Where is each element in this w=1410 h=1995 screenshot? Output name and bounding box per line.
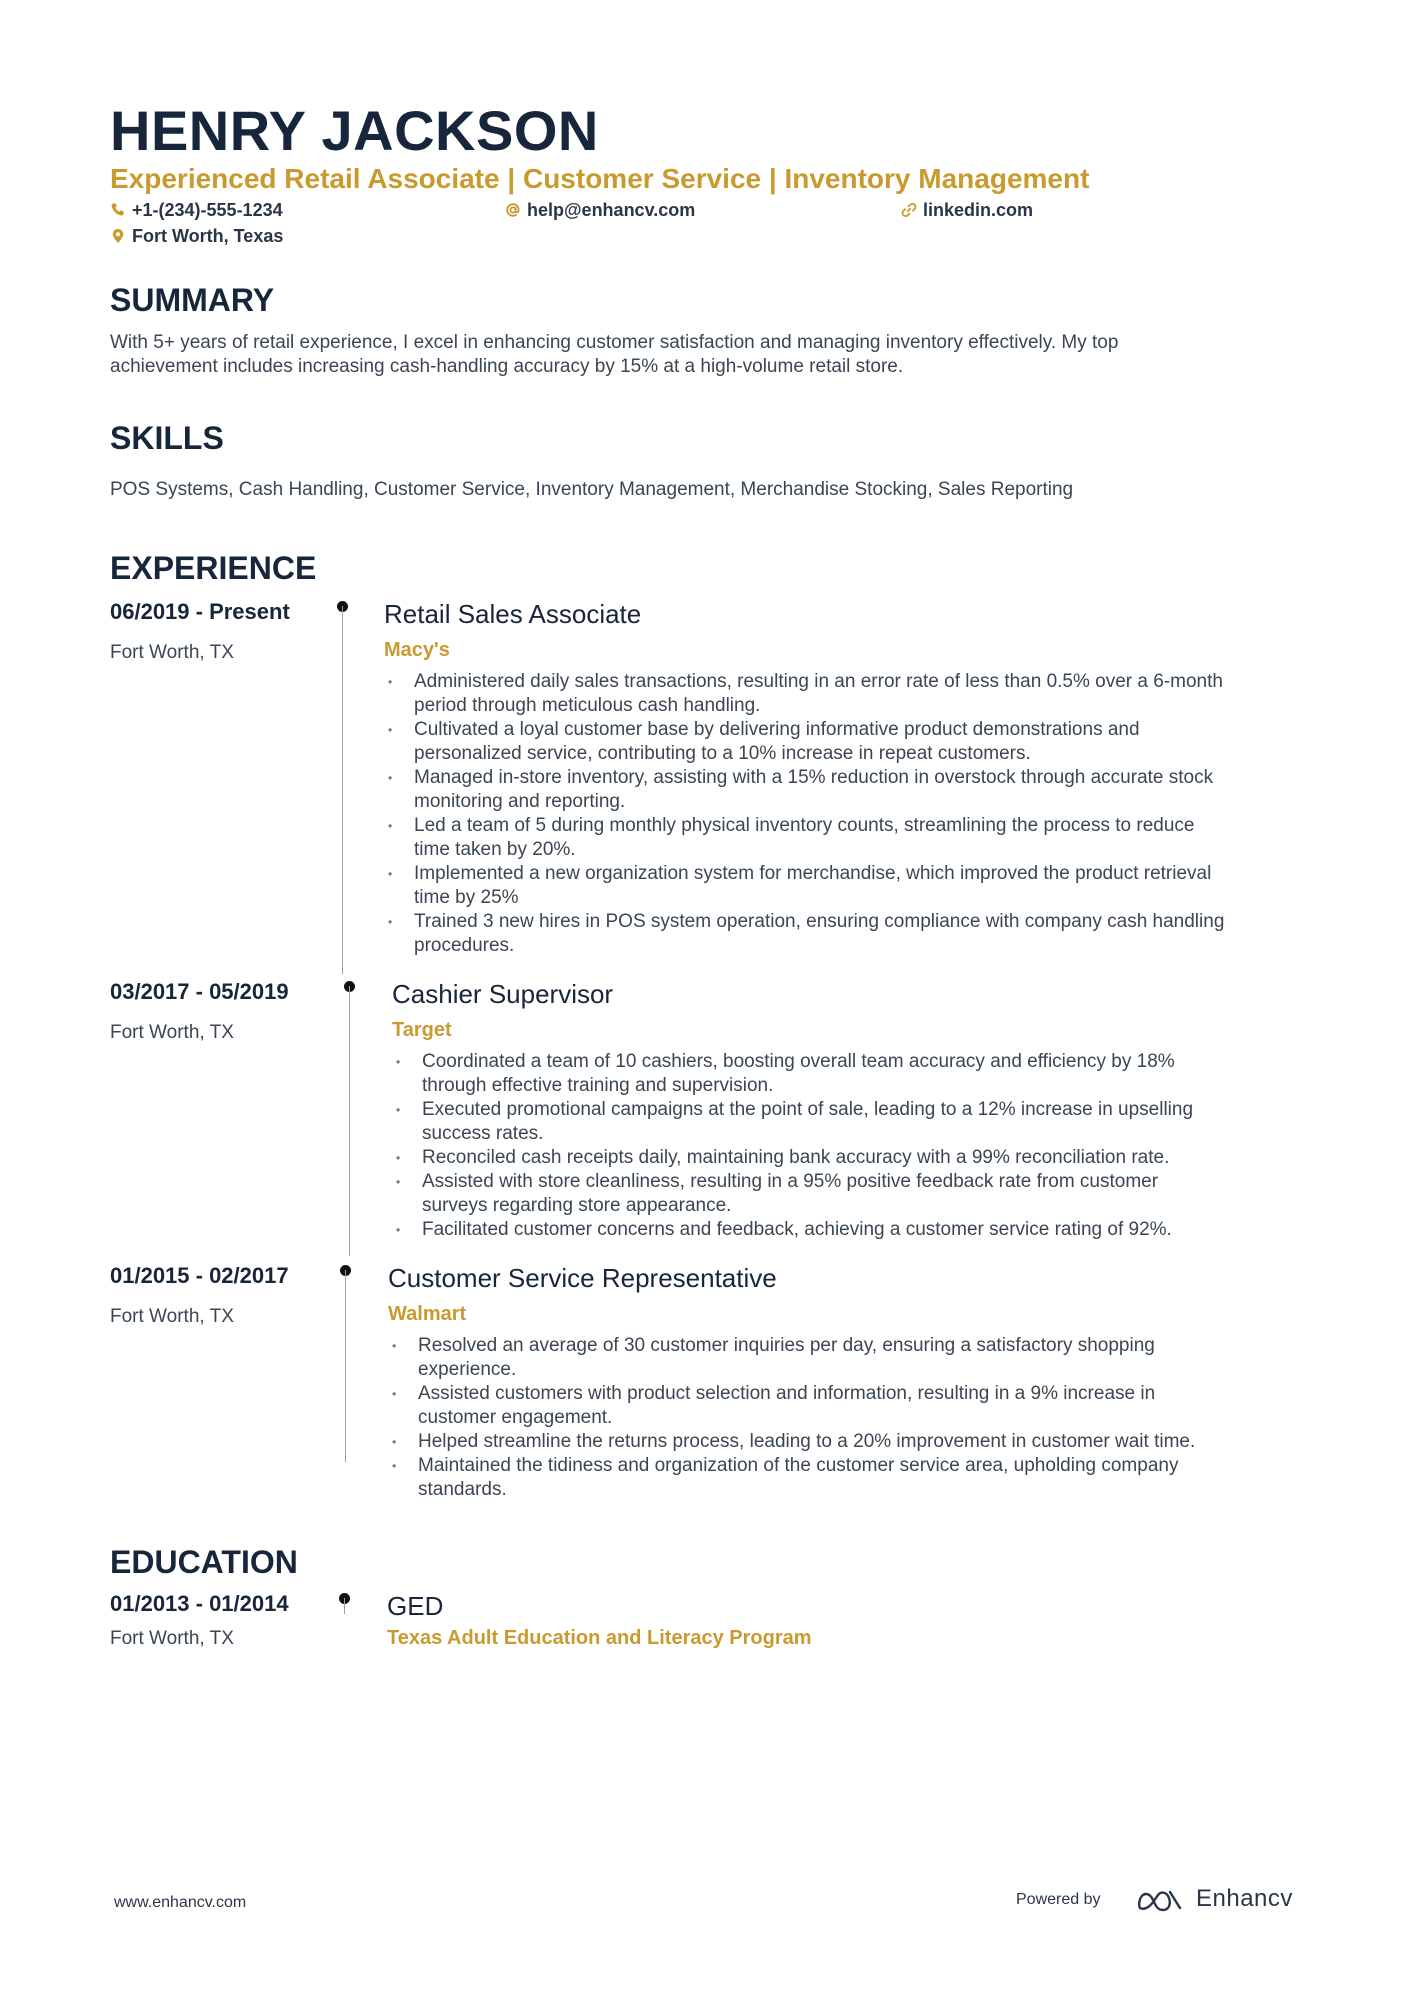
- link-icon: [901, 202, 917, 218]
- job-dates: 06/2019 - Present: [110, 599, 290, 624]
- skills-text: POS Systems, Cash Handling, Customer Service, Inventory Management, Merchandise Stocking, Sales Reporting: [110, 479, 1074, 500]
- linkedin-text: linkedin.com: [923, 200, 1034, 220]
- job-bullet: • Trained 3 new hires in POS system operation, ensuring compliance with company cash handling procedures.: [384, 910, 1314, 958]
- job-role: Retail Sales Associate: [384, 599, 642, 629]
- job-location: Fort Worth, TX: [110, 1022, 234, 1043]
- education-school: Texas Adult Education and Literacy Program: [387, 1627, 812, 1649]
- at-icon: [505, 202, 521, 218]
- job-bullet: • Administered daily sales transactions, resulting in an error rate of less than 0.5% over a 6-month period through meticulous cash handling.: [384, 670, 1314, 718]
- email-text: help@enhancv.com: [527, 200, 696, 220]
- timeline-line: [345, 1270, 346, 1462]
- job-company: Target: [392, 1019, 452, 1041]
- job-bullet: • Coordinated a team of 10 cashiers, boosting overall team accuracy and efficiency by 18% through effective training and supervision.: [392, 1050, 1312, 1098]
- job-bullet: • Reconciled cash receipts daily, maintaining bank accuracy with a 99% reconciliation rate.: [392, 1146, 1312, 1170]
- candidate-headline: Experienced Retail Associate | Customer Service | Inventory Management: [110, 163, 1090, 194]
- contact-location: [110, 224, 283, 248]
- job-bullet: • Assisted customers with product selection and information, resulting in a 9% increase in customer engagement.: [388, 1382, 1312, 1430]
- summary-line: achievement includes increasing cash-handling accuracy by 15% at a high-volume retail store.: [110, 356, 904, 377]
- footer-brand: Enhancv: [1196, 1885, 1293, 1912]
- contact-linkedin: [901, 198, 1033, 222]
- job-bullet: • Assisted with store cleanliness, resulting in a 95% positive feedback rate from customer surveys regarding store appearance.: [392, 1170, 1312, 1218]
- location-pin-icon: [110, 228, 126, 244]
- summary-title: SUMMARY: [110, 282, 275, 318]
- job-bullets: [388, 1334, 1312, 1502]
- job-role: Customer Service Representative: [388, 1263, 777, 1293]
- job-bullet: • Resolved an average of 30 customer inquiries per day, ensuring a satisfactory shopping experience.: [388, 1334, 1312, 1382]
- summary-line: With 5+ years of retail experience, I excel in enhancing customer satisfaction and managing inventory effectively. My top: [110, 332, 1119, 353]
- phone-icon: [110, 202, 126, 218]
- job-bullet: • Implemented a new organization system for merchandise, which improved the product retrieval time by 25%: [384, 862, 1314, 910]
- job-bullet: • Maintained the tidiness and organization of the customer service area, upholding company standards.: [388, 1454, 1312, 1502]
- timeline-line: [342, 606, 343, 974]
- job-dates: 03/2017 - 05/2019: [110, 979, 289, 1004]
- education-degree: GED: [387, 1591, 444, 1621]
- contact-phone: [110, 198, 283, 222]
- education-location: Fort Worth, TX: [110, 1628, 234, 1649]
- timeline-line: [349, 986, 350, 1256]
- job-location: Fort Worth, TX: [110, 642, 234, 663]
- footer-website[interactable]: www.enhancv.com: [114, 1894, 247, 1911]
- education-title: EDUCATION: [110, 1544, 298, 1580]
- job-company: Macy's: [384, 639, 450, 661]
- job-role: Cashier Supervisor: [392, 979, 614, 1009]
- job-bullet: • Executed promotional campaigns at the point of sale, leading to a 12% increase in upselling success rates.: [392, 1098, 1312, 1146]
- job-bullet: • Managed in-store inventory, assisting with a 15% reduction in overstock through accurate stock monitoring and reporting.: [384, 766, 1314, 814]
- skills-title: SKILLS: [110, 420, 224, 456]
- phone-text: +1-(234)-555-1234: [132, 200, 283, 220]
- job-dates: 01/2015 - 02/2017: [110, 1263, 289, 1288]
- footer-powered-by: Powered by: [1016, 1891, 1101, 1908]
- location-text: Fort Worth, Texas: [132, 226, 284, 246]
- job-bullets: [392, 1050, 1312, 1242]
- contact-email: [505, 198, 695, 222]
- education-dates: 01/2013 - 01/2014: [110, 1591, 289, 1616]
- timeline-line: [344, 1598, 345, 1614]
- job-location: Fort Worth, TX: [110, 1306, 234, 1327]
- job-bullet: • Cultivated a loyal customer base by delivering informative product demonstrations and personalized service, contributing to a 10% increase in repeat customers.: [384, 718, 1314, 766]
- job-bullets: [384, 670, 1314, 958]
- job-company: Walmart: [388, 1303, 467, 1325]
- job-bullet: • Helped streamline the returns process, leading to a 20% improvement in customer wait time.: [388, 1430, 1312, 1454]
- experience-title: EXPERIENCE: [110, 550, 317, 586]
- enhancv-logo-icon: [1136, 1886, 1184, 1914]
- candidate-name: HENRY JACKSON: [110, 99, 599, 162]
- summary-text: [110, 331, 1118, 379]
- job-bullet: • Led a team of 5 during monthly physical inventory counts, streamlining the process to reduce time taken by 20%.: [384, 814, 1314, 862]
- job-bullet: • Facilitated customer concerns and feedback, achieving a customer service rating of 92%.: [392, 1218, 1312, 1242]
